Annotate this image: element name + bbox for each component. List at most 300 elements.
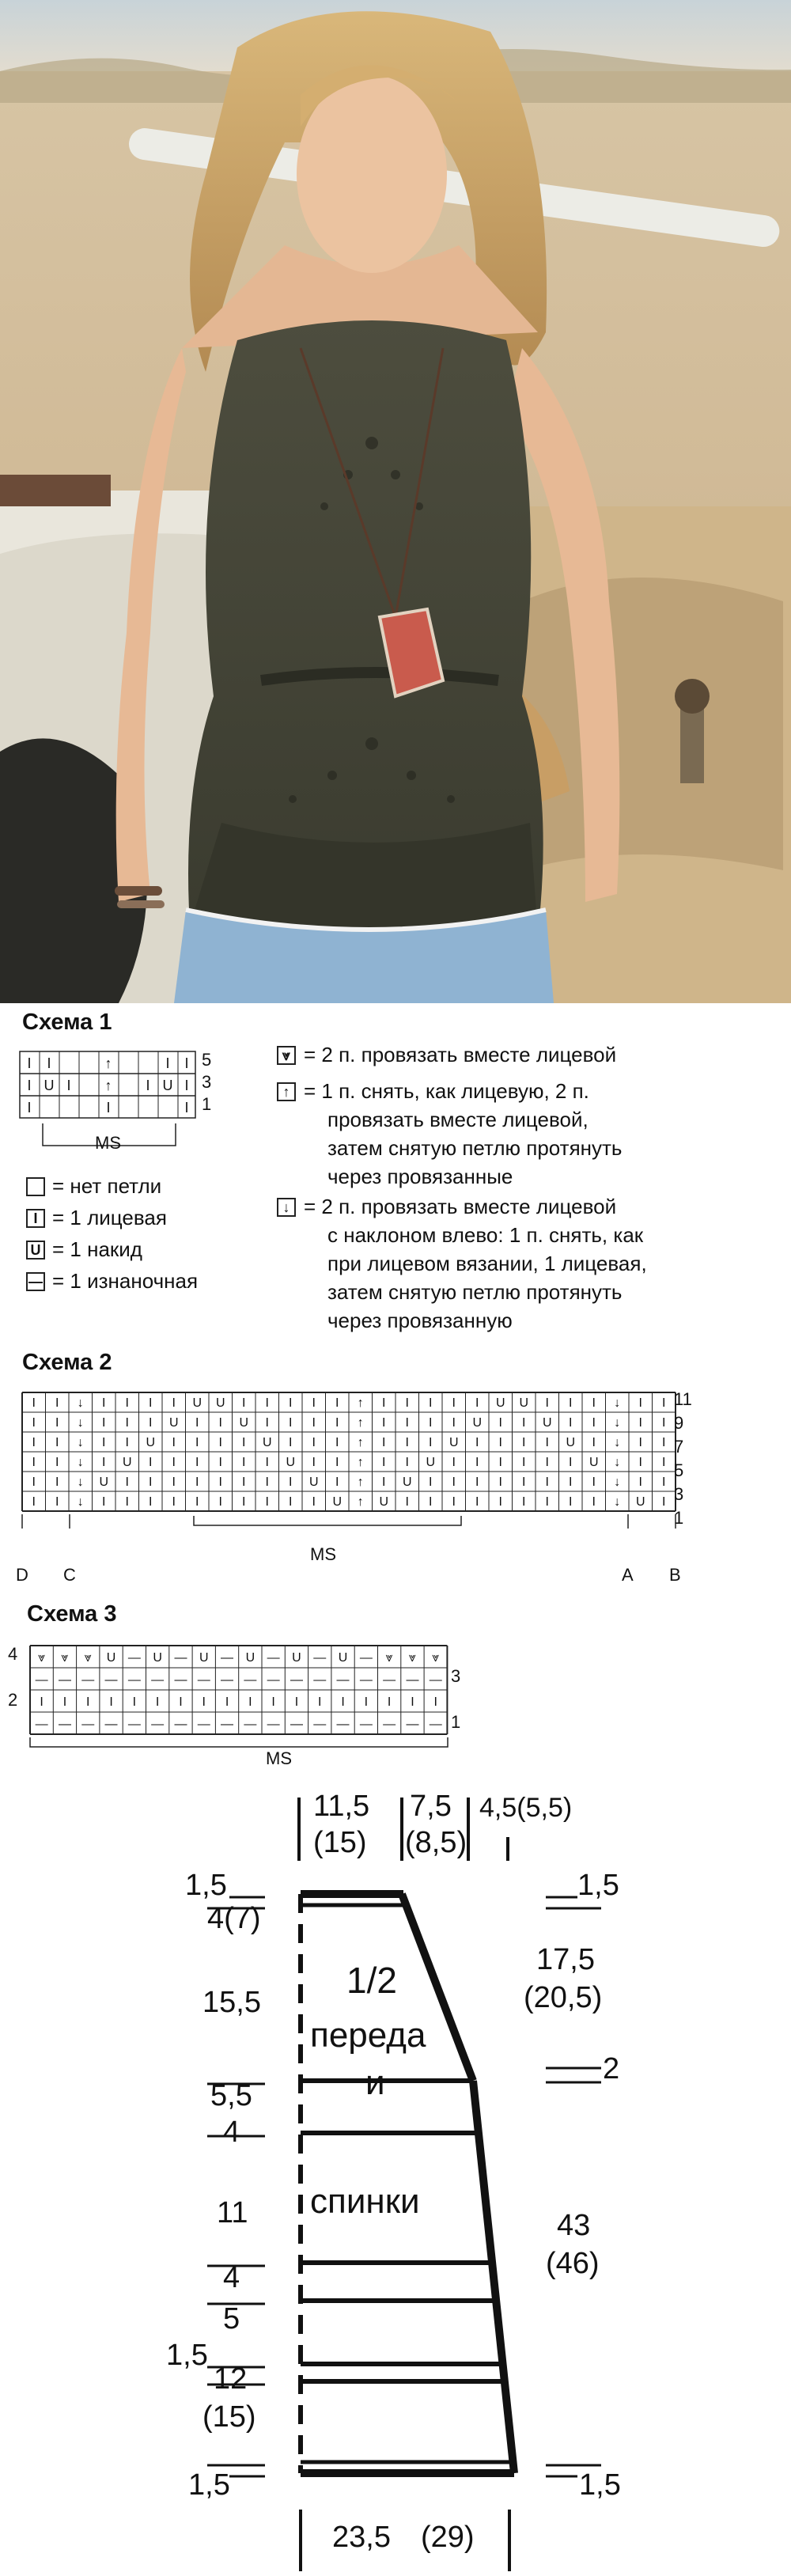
svg-text:I: I — [312, 1416, 316, 1430]
svg-text:I: I — [265, 1456, 269, 1469]
svg-text:I: I — [475, 1456, 479, 1469]
svg-text:—: — — [244, 1673, 257, 1687]
bottom-dim-2: (29) — [421, 2521, 475, 2554]
schema3-row-2: 2 — [8, 1690, 18, 1710]
svg-text:—: — — [290, 1673, 303, 1687]
svg-text:I: I — [289, 1396, 293, 1410]
schema1-row-5: 5 — [202, 1050, 212, 1070]
top-dim-2a: 7,5 — [410, 1790, 452, 1823]
svg-text:I: I — [429, 1396, 433, 1410]
svg-text:I: I — [125, 1436, 129, 1449]
svg-text:U: U — [99, 1476, 109, 1489]
svg-text:I: I — [125, 1396, 129, 1410]
svg-text:I: I — [592, 1416, 596, 1430]
svg-text:I: I — [55, 1436, 59, 1449]
svg-text:I: I — [335, 1396, 339, 1410]
svg-text:I: I — [32, 1456, 36, 1469]
yarn-over-icon: U — [26, 1241, 45, 1260]
svg-text:—: — — [104, 1673, 118, 1687]
svg-text:I: I — [172, 1396, 176, 1410]
schema2-row-3: 3 — [674, 1484, 684, 1504]
svg-text:I: I — [225, 1695, 229, 1709]
svg-text:I: I — [102, 1456, 106, 1469]
svg-text:I: I — [638, 1436, 642, 1449]
svg-text:I: I — [55, 1476, 59, 1489]
svg-text:I: I — [195, 1476, 199, 1489]
schema1-row-1: 1 — [202, 1094, 212, 1114]
svg-text:—: — — [174, 1718, 187, 1731]
svg-text:—: — — [244, 1718, 257, 1731]
pattern-title-line2: переда — [310, 2016, 426, 2055]
left-dim-10: 12 — [214, 2362, 248, 2396]
svg-text:I: I — [545, 1456, 549, 1469]
svg-text:I: I — [102, 1416, 106, 1430]
svg-text:I: I — [125, 1476, 129, 1489]
right-dim-1: 1,5 — [577, 1869, 619, 1902]
bottom-dim-1: 23,5 — [332, 2521, 391, 2554]
svg-text:I: I — [433, 1695, 437, 1709]
empty-square-icon — [26, 1177, 45, 1196]
svg-text:I: I — [149, 1456, 153, 1469]
svg-text:I: I — [149, 1495, 153, 1509]
svg-text:—: — — [383, 1718, 396, 1731]
svg-text:I: I — [149, 1476, 153, 1489]
legend-k2tog-line1: = 2 п. провязать вместе лицевой — [304, 1043, 617, 1066]
svg-text:I: I — [638, 1416, 642, 1430]
top-dim-1a: 11,5 — [313, 1790, 370, 1823]
pattern-title-line4: спинки — [310, 2182, 420, 2221]
purl-stitch-icon: — — [26, 1272, 45, 1291]
svg-text:↓: ↓ — [614, 1436, 621, 1449]
marker-a: A — [622, 1565, 634, 1585]
marker-d: D — [16, 1565, 28, 1585]
svg-text:I: I — [242, 1476, 246, 1489]
svg-text:I: I — [335, 1436, 339, 1449]
svg-text:I: I — [592, 1495, 596, 1509]
svg-text:—: — — [35, 1673, 48, 1687]
svg-text:I: I — [242, 1436, 246, 1449]
left-dim-3: 15,5 — [202, 1986, 261, 2019]
svg-text:I: I — [382, 1456, 386, 1469]
svg-text:↓: ↓ — [77, 1476, 84, 1489]
svg-text:I: I — [172, 1436, 176, 1449]
svg-text:I: I — [569, 1456, 573, 1469]
svg-text:I: I — [195, 1456, 199, 1469]
legend-yo-text: = 1 накид — [52, 1237, 142, 1261]
svg-text:I: I — [638, 1456, 642, 1469]
svg-text:I: I — [179, 1695, 183, 1709]
legend-ssk-line3: при лицевом вязании, 1 лицевая, — [327, 1252, 647, 1275]
svg-text:I: I — [32, 1476, 36, 1489]
svg-text:—: — — [127, 1718, 141, 1731]
svg-text:I: I — [172, 1495, 176, 1509]
k2tog-icon: ⩔ — [277, 1046, 296, 1065]
svg-text:I: I — [335, 1476, 339, 1489]
svg-text:I: I — [498, 1416, 502, 1430]
svg-text:↓: ↓ — [614, 1476, 621, 1489]
svg-text:I: I — [27, 1100, 32, 1116]
svg-text:U: U — [519, 1396, 529, 1410]
svg-text:I: I — [569, 1476, 573, 1489]
svg-text:I: I — [662, 1416, 666, 1430]
svg-text:U: U — [402, 1476, 412, 1489]
svg-text:—: — — [35, 1718, 48, 1731]
svg-text:—: — — [267, 1651, 280, 1665]
svg-text:U: U — [146, 1436, 156, 1449]
svg-text:—: — — [313, 1718, 327, 1731]
svg-text:I: I — [102, 1436, 106, 1449]
svg-text:I: I — [405, 1396, 409, 1410]
legend-ssk-line4: затем снятую петлю протянуть — [327, 1280, 623, 1304]
svg-text:I: I — [195, 1416, 199, 1430]
svg-text:I: I — [132, 1695, 137, 1709]
svg-text:↑: ↑ — [104, 1078, 112, 1093]
top-dim-2b: (8,5) — [405, 1826, 467, 1859]
svg-text:—: — — [313, 1651, 327, 1665]
svg-text:I: I — [248, 1695, 252, 1709]
top-dim-1b: (15) — [313, 1826, 367, 1859]
svg-text:—: — — [127, 1651, 141, 1665]
svg-text:I: I — [341, 1695, 345, 1709]
svg-text:↓: ↓ — [614, 1396, 621, 1410]
left-dim-12: 1,5 — [188, 2468, 230, 2502]
svg-text:—: — — [221, 1651, 234, 1665]
svg-text:I: I — [522, 1436, 526, 1449]
svg-text:—: — — [359, 1718, 373, 1731]
schema2-ms-label: MS — [310, 1544, 336, 1564]
svg-text:I: I — [522, 1456, 526, 1469]
svg-text:I: I — [146, 1078, 150, 1093]
svg-text:U: U — [245, 1651, 255, 1665]
right-dim-5: 43 — [557, 2209, 591, 2242]
svg-text:I: I — [364, 1695, 369, 1709]
model-photo — [0, 0, 791, 1003]
svg-text:I: I — [638, 1476, 642, 1489]
svg-text:⩔: ⩔ — [61, 1651, 69, 1665]
svg-text:—: — — [127, 1673, 141, 1687]
svg-text:I: I — [218, 1495, 222, 1509]
legend-ssk-line2: с наклоном влево: 1 п. снять, как — [327, 1223, 644, 1247]
svg-text:I: I — [382, 1396, 386, 1410]
legend-sk2p-line4: через провязанные — [327, 1165, 513, 1188]
right-dim-3: (20,5) — [524, 1981, 603, 2014]
schema1-row-3: 3 — [202, 1072, 212, 1092]
schema2-chart — [14, 1389, 683, 1532]
svg-text:↑: ↑ — [357, 1436, 364, 1449]
svg-text:I: I — [294, 1695, 299, 1709]
svg-text:I: I — [149, 1416, 153, 1430]
left-dim-5: 4 — [223, 2116, 240, 2149]
svg-text:—: — — [151, 1673, 165, 1687]
left-dim-1: 1,5 — [185, 1869, 227, 1902]
right-dim-4: 2 — [603, 2052, 620, 2085]
svg-text:U: U — [589, 1456, 599, 1469]
svg-text:I: I — [106, 1100, 111, 1116]
svg-text:I: I — [32, 1495, 36, 1509]
svg-text:I: I — [265, 1476, 269, 1489]
svg-text:I: I — [522, 1495, 526, 1509]
svg-text:I: I — [545, 1476, 549, 1489]
svg-text:I: I — [312, 1436, 316, 1449]
schema1-ms-label: MS — [95, 1133, 121, 1153]
svg-text:I: I — [312, 1396, 316, 1410]
svg-text:I: I — [545, 1495, 549, 1509]
svg-text:I: I — [172, 1456, 176, 1469]
svg-text:I: I — [289, 1495, 293, 1509]
svg-text:U: U — [199, 1651, 209, 1665]
svg-text:—: — — [221, 1673, 234, 1687]
left-dim-6: 11 — [217, 2196, 248, 2229]
svg-text:I: I — [475, 1476, 479, 1489]
svg-text:U: U — [332, 1495, 343, 1509]
svg-text:U: U — [215, 1396, 225, 1410]
legend-empty-text: = нет петли — [52, 1174, 162, 1198]
svg-text:I: I — [289, 1416, 293, 1430]
svg-text:I: I — [149, 1396, 153, 1410]
left-dim-11: (15) — [202, 2400, 256, 2434]
svg-text:↓: ↓ — [77, 1396, 84, 1410]
svg-text:I: I — [289, 1476, 293, 1489]
svg-text:↓: ↓ — [77, 1436, 84, 1449]
legend-sk2p-line2: провязать вместе лицевой, — [327, 1108, 589, 1131]
svg-text:U: U — [168, 1416, 179, 1430]
sk2p-icon: ↑ — [277, 1082, 296, 1101]
svg-text:I: I — [265, 1416, 269, 1430]
svg-text:I: I — [335, 1456, 339, 1469]
svg-text:I: I — [27, 1055, 32, 1071]
schema2-row-11: 11 — [674, 1389, 692, 1409]
svg-text:I: I — [498, 1476, 502, 1489]
svg-text:U: U — [635, 1495, 645, 1509]
schema2-row-5: 5 — [674, 1460, 684, 1480]
legend-sk2p-line1: = 1 п. снять, как лицевую, 2 п. — [304, 1079, 589, 1103]
svg-text:I: I — [429, 1476, 433, 1489]
svg-text:I: I — [429, 1495, 433, 1509]
ssk-icon: ↓ — [277, 1198, 296, 1217]
svg-text:—: — — [406, 1718, 419, 1731]
svg-text:—: — — [81, 1673, 95, 1687]
svg-text:I: I — [662, 1495, 666, 1509]
legend-knit-text: = 1 лицевая — [52, 1206, 167, 1229]
legend-ssk-line5: через провязанную — [327, 1309, 513, 1332]
pattern-title-line1: 1/2 — [346, 1960, 397, 2001]
svg-text:I: I — [289, 1436, 293, 1449]
svg-text:⩔: ⩔ — [84, 1651, 92, 1665]
left-dim-2: 4(7) — [207, 1902, 261, 1935]
svg-text:I: I — [218, 1436, 222, 1449]
svg-text:I: I — [102, 1396, 106, 1410]
svg-text:I: I — [405, 1436, 409, 1449]
svg-text:I: I — [405, 1456, 409, 1469]
schema2-title: Схема 2 — [22, 1350, 112, 1375]
svg-text:I: I — [522, 1416, 526, 1430]
left-dim-4: 5,5 — [210, 2079, 252, 2112]
svg-text:I: I — [411, 1695, 414, 1709]
svg-text:I: I — [569, 1396, 573, 1410]
svg-text:U: U — [566, 1436, 576, 1449]
svg-text:↓: ↓ — [77, 1495, 84, 1509]
svg-text:—: — — [359, 1651, 373, 1665]
svg-text:I: I — [569, 1495, 573, 1509]
svg-text:I: I — [522, 1476, 526, 1489]
svg-text:↑: ↑ — [357, 1416, 364, 1430]
svg-text:I: I — [335, 1416, 339, 1430]
svg-text:—: — — [58, 1718, 71, 1731]
right-dim-2: 17,5 — [536, 1943, 595, 1976]
svg-text:I: I — [592, 1476, 596, 1489]
svg-text:I: I — [242, 1396, 246, 1410]
svg-text:U: U — [495, 1396, 505, 1410]
svg-text:I: I — [452, 1396, 456, 1410]
svg-text:I: I — [592, 1396, 596, 1410]
right-dim-6: (46) — [546, 2247, 600, 2280]
schema1-chart — [16, 1049, 206, 1120]
svg-text:I: I — [184, 1055, 189, 1071]
schema3-row-3: 3 — [451, 1666, 461, 1686]
svg-text:I: I — [387, 1695, 392, 1709]
svg-text:—: — — [174, 1651, 187, 1665]
legend-purl-text: = 1 изнаночная — [52, 1269, 199, 1293]
svg-text:I: I — [195, 1436, 199, 1449]
svg-text:I: I — [202, 1695, 206, 1709]
svg-text:U: U — [106, 1651, 116, 1665]
svg-text:—: — — [174, 1673, 187, 1687]
svg-text:I: I — [125, 1495, 129, 1509]
schema2-row-1: 1 — [674, 1508, 684, 1528]
schema2-row-9: 9 — [674, 1413, 684, 1433]
svg-text:I: I — [318, 1695, 322, 1709]
svg-text:—: — — [336, 1673, 350, 1687]
svg-text:—: — — [58, 1673, 71, 1687]
svg-text:I: I — [32, 1396, 36, 1410]
svg-text:I: I — [218, 1456, 222, 1469]
svg-text:U: U — [44, 1078, 55, 1093]
svg-text:I: I — [155, 1695, 160, 1709]
svg-text:I: I — [165, 1055, 170, 1071]
svg-text:↑: ↑ — [357, 1476, 364, 1489]
svg-text:I: I — [312, 1495, 316, 1509]
svg-text:I: I — [382, 1476, 386, 1489]
schema2-row-7: 7 — [674, 1437, 684, 1457]
svg-text:I: I — [545, 1396, 549, 1410]
schema1-title: Схема 1 — [22, 1010, 112, 1035]
svg-text:—: — — [151, 1718, 165, 1731]
svg-text:I: I — [312, 1456, 316, 1469]
svg-text:I: I — [662, 1476, 666, 1489]
top-dim-3a: 4,5(5,5) — [479, 1793, 573, 1823]
marker-b: B — [669, 1565, 681, 1585]
knit-stitch-icon: I — [26, 1209, 45, 1228]
svg-text:↑: ↑ — [357, 1456, 364, 1469]
svg-text:I: I — [195, 1495, 199, 1509]
svg-text:I: I — [218, 1476, 222, 1489]
marker-c: C — [63, 1565, 76, 1585]
svg-text:U: U — [379, 1495, 389, 1509]
svg-text:I: I — [218, 1416, 222, 1430]
schema3-title: Схема 3 — [27, 1601, 117, 1627]
svg-text:—: — — [267, 1673, 280, 1687]
svg-text:I: I — [475, 1396, 479, 1410]
svg-text:I: I — [27, 1078, 32, 1093]
svg-text:I: I — [66, 1078, 71, 1093]
svg-text:U: U — [338, 1651, 348, 1665]
left-dim-8: 5 — [223, 2302, 240, 2335]
svg-text:—: — — [290, 1718, 303, 1731]
svg-text:U: U — [286, 1456, 296, 1469]
svg-text:↑: ↑ — [357, 1396, 364, 1410]
svg-text:I: I — [452, 1456, 456, 1469]
svg-text:U: U — [239, 1416, 249, 1430]
svg-text:U: U — [262, 1436, 272, 1449]
svg-text:I: I — [429, 1436, 433, 1449]
svg-text:I: I — [86, 1695, 90, 1709]
schema3-row-4: 4 — [8, 1644, 18, 1664]
svg-text:U: U — [292, 1651, 301, 1665]
svg-text:U: U — [192, 1396, 202, 1410]
schema3-row-1: 1 — [451, 1712, 461, 1732]
svg-text:U: U — [122, 1456, 132, 1469]
svg-text:I: I — [55, 1416, 59, 1430]
svg-text:I: I — [242, 1456, 246, 1469]
svg-text:I: I — [102, 1495, 106, 1509]
svg-text:—: — — [359, 1673, 373, 1687]
svg-text:I: I — [242, 1495, 246, 1509]
svg-text:I: I — [429, 1416, 433, 1430]
svg-text:I: I — [498, 1456, 502, 1469]
svg-text:I: I — [592, 1436, 596, 1449]
svg-text:I: I — [265, 1396, 269, 1410]
svg-text:—: — — [221, 1718, 234, 1731]
svg-text:I: I — [55, 1495, 59, 1509]
left-dim-9: 1,5 — [166, 2339, 208, 2372]
svg-text:—: — — [406, 1673, 419, 1687]
svg-text:I: I — [452, 1476, 456, 1489]
svg-text:I: I — [662, 1456, 666, 1469]
svg-text:—: — — [267, 1718, 280, 1731]
svg-text:—: — — [336, 1718, 350, 1731]
svg-text:I: I — [125, 1416, 129, 1430]
svg-text:I: I — [184, 1100, 189, 1116]
legend-sk2p-line3: затем снятую петлю протянуть — [327, 1136, 623, 1160]
svg-text:I: I — [662, 1436, 666, 1449]
svg-text:I: I — [405, 1416, 409, 1430]
svg-text:I: I — [40, 1695, 44, 1709]
svg-text:I: I — [184, 1078, 189, 1093]
svg-text:U: U — [472, 1416, 483, 1430]
svg-text:—: — — [429, 1673, 442, 1687]
svg-text:U: U — [448, 1436, 459, 1449]
svg-text:I: I — [662, 1396, 666, 1410]
schema3-ms-label: MS — [266, 1748, 292, 1768]
svg-text:I: I — [569, 1416, 573, 1430]
svg-text:—: — — [383, 1673, 396, 1687]
svg-text:↓: ↓ — [614, 1416, 621, 1430]
svg-text:I: I — [382, 1416, 386, 1430]
svg-text:I: I — [452, 1416, 456, 1430]
pattern-title-line3: и — [365, 2063, 385, 2102]
svg-text:↓: ↓ — [77, 1416, 84, 1430]
svg-text:↓: ↓ — [614, 1456, 621, 1469]
svg-text:⩔: ⩔ — [385, 1651, 393, 1665]
svg-text:—: — — [429, 1718, 442, 1731]
svg-text:I: I — [638, 1396, 642, 1410]
svg-text:⩔: ⩔ — [432, 1651, 440, 1665]
svg-text:U: U — [153, 1651, 162, 1665]
svg-text:U: U — [308, 1476, 319, 1489]
svg-text:U: U — [426, 1456, 436, 1469]
svg-text:I: I — [498, 1495, 502, 1509]
svg-text:I: I — [55, 1456, 59, 1469]
